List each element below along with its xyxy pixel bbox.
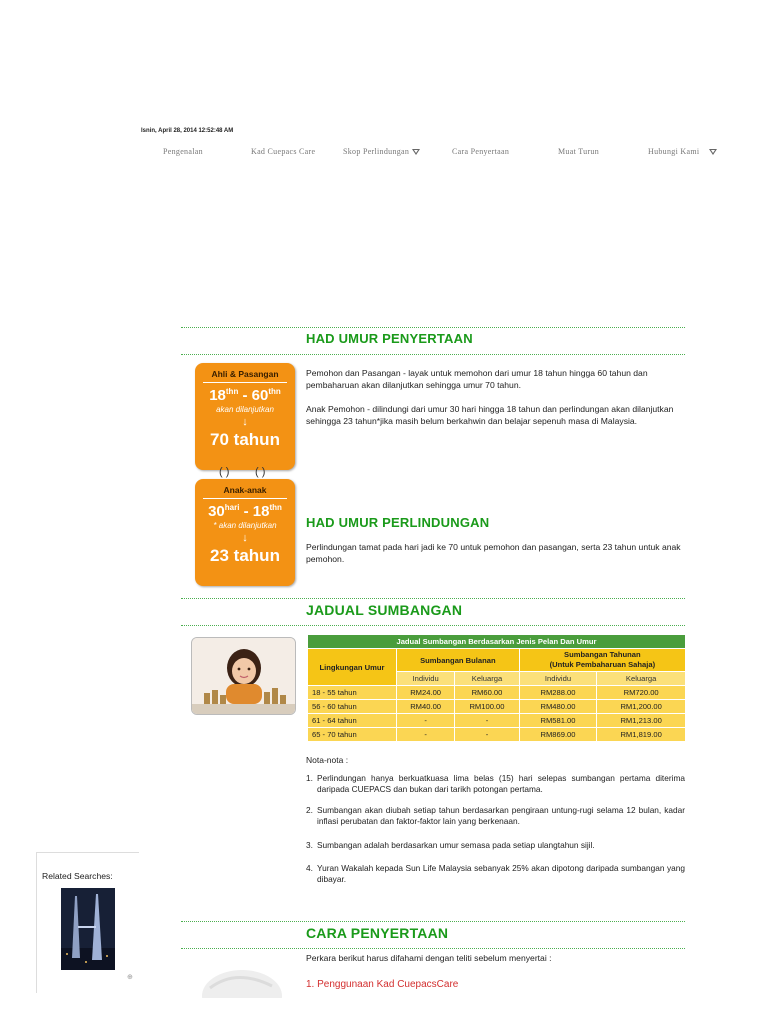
info-icon[interactable]: ⊕: [127, 974, 133, 981]
table-header-yearly: [519, 649, 685, 672]
badge-range: [195, 503, 295, 520]
nav-item-kad-cuepacs-care[interactable]: [251, 147, 315, 156]
badge-range-dash: -: [238, 387, 252, 404]
nav-item-label: Skop Perlindungan: [343, 147, 410, 156]
badge-connector-left: ( ): [219, 466, 230, 478]
table-cell: RM720.00: [597, 686, 686, 700]
table-cell: 56 - 60 tahun: [308, 700, 397, 714]
badge-range-from: 30: [208, 503, 225, 520]
nav-item-muat-turun[interactable]: [558, 147, 599, 156]
badge-connector-right: ( ): [255, 466, 266, 478]
badge-range: [195, 387, 295, 404]
nav-item-label: Muat Turun: [558, 147, 600, 156]
nav-item-cara-penyertaan[interactable]: [452, 147, 509, 156]
step-1-link[interactable]: 1. Penggunaan Kad CuepacsCare: [306, 979, 459, 990]
divider: [181, 921, 685, 922]
para-perlindungan: Perlindungan tamat pada hari jadi ke 70 untuk pemohon dan pasangan, serta 23 tahun untuk anak pemohon.: [306, 542, 681, 564]
table-header-yearly-line2: (Untuk Pembaharuan Sahaja): [549, 660, 656, 669]
main-nav: [0, 147, 768, 161]
table-cell: RM480.00: [519, 700, 597, 714]
badge-max-age: 70 tahun: [210, 430, 280, 449]
section-title-cara-penyertaan: CARA PENYERTAAN: [306, 925, 449, 941]
para-anak-pemohon: Anak Pemohon - dilindungi dari umur 30 hari hingga 18 tahun dan perlindungan akan dilanjutkan sehingga 23 tahun*jika masih belum berkahwin dan belajar sepenuh masa di Malaysia.: [306, 404, 674, 426]
badge-range-to-unit: thn: [268, 387, 281, 396]
note-item: [306, 863, 686, 885]
badge-range-from: 18: [209, 387, 226, 404]
badge-range-dash: -: [239, 503, 253, 520]
chevron-down-icon: [709, 149, 717, 155]
table-cell: -: [455, 714, 519, 728]
divider: [181, 354, 685, 355]
badge-ahli-pasangan: [195, 363, 295, 470]
related-searches-title: Related Searches:: [42, 871, 113, 881]
badge-range-from-unit: thn: [225, 387, 239, 396]
section-title-had-umur-penyertaan: HAD UMUR PENYERTAAN: [306, 331, 473, 346]
related-searches-panel: [36, 852, 139, 993]
divider: [181, 948, 685, 949]
note-text: Yuran Wakalah kepada Sun Life Malaysia sebanyak 25% akan dipotong daripada sumbangan yang dibayar.: [317, 863, 685, 884]
table-row: [308, 700, 686, 714]
nav-item-label: Cara Penyertaan: [452, 147, 510, 156]
child-coins-image: [192, 638, 295, 714]
badge-note: akan dilanjutkan: [216, 405, 274, 414]
badge-head: Ahli & Pasangan: [203, 363, 287, 383]
table-cell: RM869.00: [519, 728, 597, 742]
note-number: 1.: [306, 773, 313, 783]
table-cell: RM581.00: [519, 714, 597, 728]
note-number: 4.: [306, 863, 313, 873]
nav-item-pengenalan[interactable]: [163, 147, 203, 156]
cara-penyertaan-photo: [196, 958, 288, 998]
badge-anak-anak: [195, 479, 295, 586]
table-cell: RM40.00: [397, 700, 455, 714]
table-row: [308, 728, 686, 742]
divider: [181, 327, 685, 328]
badge-note: * akan dilanjutkan: [213, 521, 277, 530]
table-cell: 65 - 70 tahun: [308, 728, 397, 742]
table-cell: RM24.00: [397, 686, 455, 700]
badge-range-to: 60: [251, 387, 269, 404]
badge-range-to: 18: [252, 503, 270, 520]
table-title: Jadual Sumbangan Berdasarkan Jenis Pelan Dan Umur: [308, 635, 686, 649]
related-search-thumbnail[interactable]: [61, 888, 115, 970]
note-item: [306, 805, 686, 827]
child-coins-photo: [191, 637, 296, 715]
table-subheader: Individu: [519, 672, 597, 686]
table-cell: -: [397, 728, 455, 742]
notes-title: Nota-nota :: [306, 755, 349, 765]
table-cell: 18 - 55 tahun: [308, 686, 397, 700]
note-item: [306, 773, 686, 795]
nav-item-label: Hubungi Kami: [648, 147, 700, 156]
table-cell: -: [455, 728, 519, 742]
table-header-yearly-line1: Sumbangan Tahunan: [564, 650, 641, 659]
table-cell: -: [397, 714, 455, 728]
badge-max-age: 23 tahun: [210, 546, 280, 565]
arrow-down-icon: ↓: [242, 532, 248, 544]
para-cara-intro: Perkara berikut harus difahami dengan teliti sebelum menyertai :: [306, 953, 552, 963]
divider: [181, 625, 685, 626]
table-cell: RM100.00: [455, 700, 519, 714]
table-header-age: Lingkungan Umur: [308, 649, 397, 686]
hand-card-image: [196, 958, 288, 998]
note-text: Sumbangan adalah berdasarkan umur semasa pada setiap ulangtahun sijil.: [317, 840, 595, 850]
note-number: 3.: [306, 840, 313, 850]
table-row: [308, 686, 686, 700]
nav-item-skop-perlindungan[interactable]: [343, 147, 420, 156]
badge-range-from-unit: hari: [224, 503, 240, 512]
table-cell: RM1,213.00: [597, 714, 686, 728]
table-cell: RM60.00: [455, 686, 519, 700]
note-number: 2.: [306, 805, 313, 815]
para-pemohon: Pemohon dan Pasangan - layak untuk memohon dari umur 18 tahun hingga 60 tahun dan pembaharuan akan dilanjutkan sehingga umur 70 tahun.: [306, 368, 648, 390]
nav-item-hubungi-kami[interactable]: [648, 147, 717, 156]
note-text: Sumbangan akan diubah setiap tahun berdasarkan pengiraan untung-rugi selama 12 bulan, kadar inflasi perubatan dan faktor-faktor lain yang berkenaan.: [317, 805, 685, 826]
nav-item-label: Pengenalan: [163, 147, 203, 156]
note-text: Perlindungan hanya berkuatkuasa lima belas (15) hari selepas sumbangan pertama diterima daripada CUEPACS dan bukan dari tarikh potongan pertama.: [317, 773, 685, 794]
datetime-text: Isnin, April 28, 2014 12:52:48 AM: [141, 128, 234, 134]
contribution-table: [307, 634, 686, 742]
table-cell: 61 - 64 tahun: [308, 714, 397, 728]
note-item: [306, 840, 686, 851]
table-subheader: Individu: [397, 672, 455, 686]
table-row: [308, 714, 686, 728]
chevron-down-icon: [412, 149, 420, 155]
table-cell: RM1,819.00: [597, 728, 686, 742]
section-title-had-umur-perlindungan: HAD UMUR PERLINDUNGAN: [306, 515, 490, 530]
table-subheader: Keluarga: [597, 672, 686, 686]
section-title-jadual-sumbangan: JADUAL SUMBANGAN: [306, 602, 463, 618]
arrow-down-icon: ↓: [242, 416, 248, 428]
table-cell: RM1,200.00: [597, 700, 686, 714]
towers-night-image: [61, 888, 115, 970]
table-header-monthly: Sumbangan Bulanan: [397, 649, 520, 672]
badge-range-to-unit: thn: [269, 503, 282, 512]
divider: [181, 598, 685, 599]
table-cell: RM288.00: [519, 686, 597, 700]
nav-item-label: Kad Cuepacs Care: [251, 147, 316, 156]
badge-head: Anak-anak: [203, 479, 287, 499]
table-subheader: Keluarga: [455, 672, 519, 686]
